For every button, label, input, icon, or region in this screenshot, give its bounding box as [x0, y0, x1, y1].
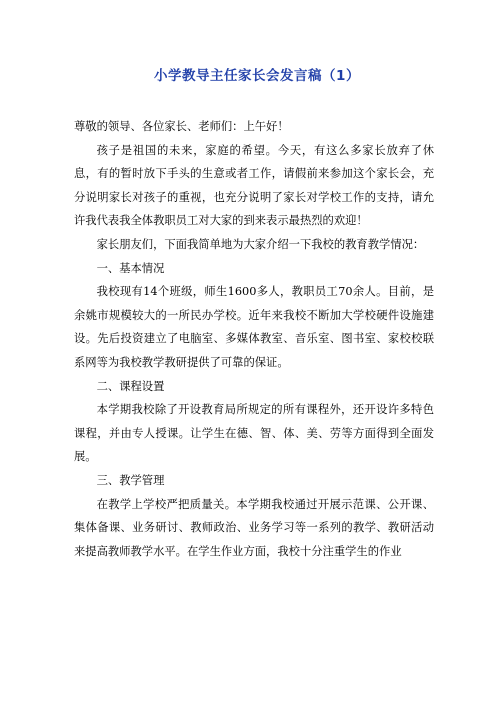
- greeting: 尊敬的领导、各位家长、老师们：上午好！: [74, 120, 289, 133]
- paragraph-basic-info: 我校现有14个班级，师生1600多人，教职员工70余人。目前，是余姚市规模较大的一所民办学校。近年来我校不断加大学校硬件设施建设。先后投资建立了电脑室、多媒体教室、音乐室、图书室、家校校联系网等为我校教学教研提供了可靠的保证。: [74, 285, 434, 369]
- paragraph-curriculum: 本学期我校除了开设教育局所规定的所有课程外，还开设许多特色课程，并由专人授课。让学生在德、智、体、美、劳等方面得到全面发展。: [74, 403, 434, 464]
- paragraph-welcome: 孩子是祖国的未来，家庭的希望。今天，有这么多家长放弃了休息，有的暂时放下手头的生意或者工作，请假前来参加这个家长会，充分说明家长对孩子的重视，也充分说明了家长对学校工作的支持，请允许我代表我全体教职员工对大家的到来表示最热烈的欢迎！: [74, 143, 434, 228]
- paragraph-intro: 家长朋友们，下面我简单地为大家介绍一下我校的教育教学情况：: [96, 237, 425, 251]
- section-heading-teaching-management: 三、教学管理: [96, 473, 165, 487]
- document-body: [74, 115, 434, 563]
- section-heading-basic-info: 一、基本情况: [96, 261, 165, 275]
- document-title: 小学教导主任家长会发言稿（1）: [154, 68, 360, 84]
- section-heading-curriculum: 二、课程设置: [96, 379, 165, 393]
- paragraph-teaching-management: 在教学上学校严把质量关。本学期我校通过开展示范课、公开课、集体备课、业务研讨、教师政治、业务学习等一系列的教学、教研活动来提高教师教学水平。在学生作业方面，我校十分注重学生的作业: [74, 497, 434, 558]
